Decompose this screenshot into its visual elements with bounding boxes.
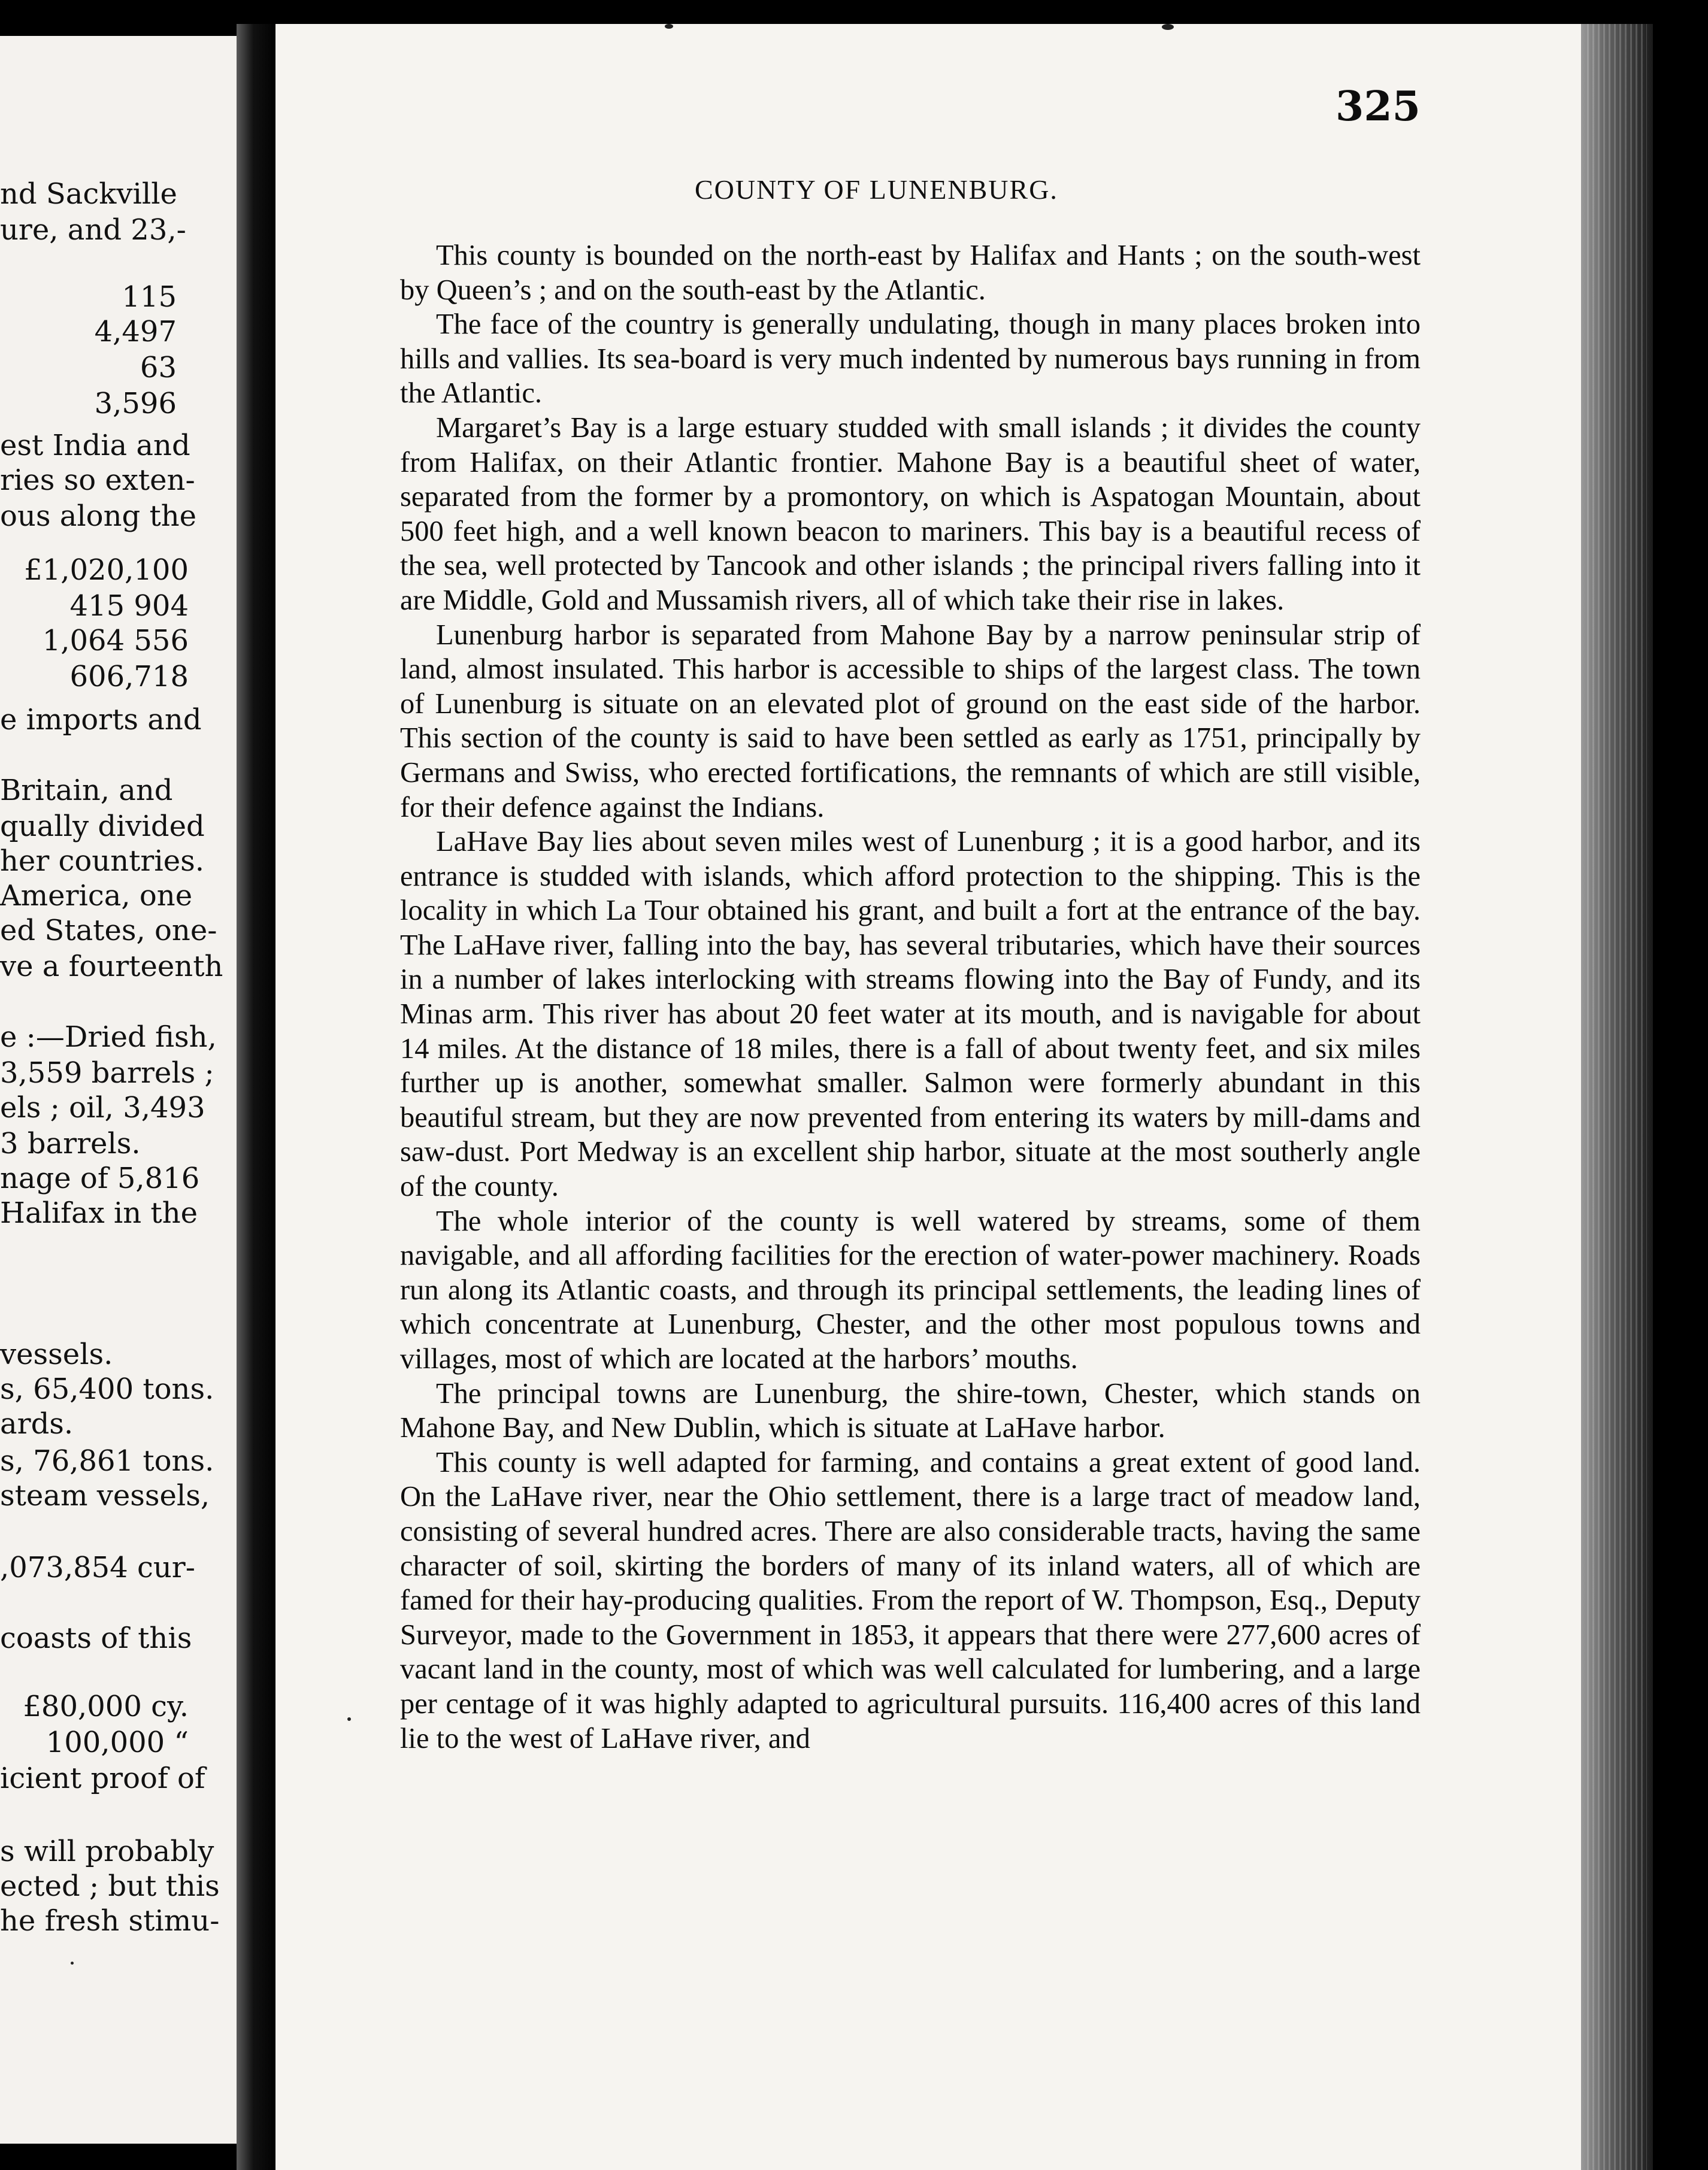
left-line: s will probably (0, 1835, 214, 1868)
left-line: ure, and 23,- (0, 213, 186, 247)
left-line: he fresh stimu- (0, 1904, 220, 1938)
page-edge-texture (1587, 24, 1647, 2170)
left-line: est India and (0, 429, 190, 462)
left-line: ve a fourteenth (0, 950, 223, 983)
left-line: vessels. (0, 1338, 113, 1371)
scan-speck (1162, 24, 1174, 30)
left-line: 115 (122, 280, 177, 314)
left-line: £80,000 cy. (23, 1690, 189, 1723)
left-line: 4,497 (94, 315, 177, 348)
left-line: qually divided (0, 810, 205, 843)
left-line: Halifax in the (0, 1196, 198, 1230)
left-line: e :—Dried fish, (0, 1020, 217, 1054)
left-line: 3,596 (94, 387, 177, 420)
left-line: 3,559 barrels ; (0, 1056, 214, 1090)
left-line: 63 (140, 351, 177, 384)
left-line: s, 76,861 tons. (0, 1444, 214, 1478)
left-line: s, 65,400 tons. (0, 1372, 214, 1406)
left-line: steam vessels, (0, 1479, 210, 1513)
paragraph: Margaret’s Bay is a large estuary studded with small islands ; it divides the county from Halifax, on their Atlantic frontier. Mahone Bay is a beautiful sheet of water, separated from the former by a promontory, on which is Aspatogan Mountain, about 500 feet high, and a well known beacon to mariners. This bay is a beautiful recess of the sea, well protected by Tancook and other islands ; the principal rivers falling into it are Middle, Gold and Mussamish rivers, all of which take their rise in lakes. (400, 411, 1421, 616)
page-number: 325 (1335, 83, 1421, 131)
left-line: nd Sackville (0, 177, 177, 211)
left-line: £1,020,100 (24, 553, 189, 587)
scan-speck (347, 1717, 351, 1721)
book-gutter (237, 24, 278, 2170)
section-heading: COUNTY OF LUNENBURG. (695, 174, 1058, 205)
paragraph: This county is bounded on the north-east by Halifax and Hants ; on the south-west by Queen’s ; and on the south-east by the Atlantic. (400, 240, 1421, 306)
left-line: ries so exten- (0, 463, 195, 497)
paragraph: The whole interior of the county is well watered by streams, some of them navigable, and all affording facilities for the erection of water-power machinery. Roads run along its Atlantic coasts, and through its principal settlements, the leading lines of which concentrate at Lunenburg, Chester, and the other most populous towns and villages, most of which are located at the harbors’ mouths. (400, 1205, 1421, 1375)
left-line: America, one (0, 879, 193, 913)
left-line: ed States, one- (0, 914, 217, 947)
left-line: icient proof of (0, 1762, 205, 1795)
body-text (400, 238, 1421, 1756)
left-line: her countries. (0, 844, 205, 878)
left-line: nage of 5,816 (0, 1162, 200, 1195)
left-line: 606,718 (69, 660, 189, 693)
left-line: 1,064 556 (42, 624, 189, 657)
previous-page-fragment (0, 36, 237, 2144)
left-line: 3 barrels. (0, 1127, 141, 1160)
scan-speck (665, 24, 673, 29)
left-line: ards. (0, 1407, 74, 1441)
left-line: Britain, and (0, 774, 173, 807)
left-line: ,073,854 cur- (0, 1551, 195, 1584)
left-line: coasts of this (0, 1622, 192, 1655)
left-line: ected ; but this (0, 1869, 220, 1903)
paragraph: The principal towns are Lunenburg, the shire-town, Chester, which stands on Mahone Bay, and New Dublin, which is situate at LaHave harbor. (400, 1377, 1421, 1444)
paragraph: Lunenburg harbor is separated from Mahone Bay by a narrow peninsular strip of land, almost insulated. This harbor is accessible to ships of the largest class. The town of Lunenburg is situate on an elevated plot of ground on the east side of the harbor. This section of the county is said to have been settled as early as 1751, principally by Germans and Swiss, who erected fortifications, the remnants of which are still visible, for their defence against the Indians. (400, 619, 1421, 823)
paragraph: The face of the country is generally undulating, though in many places broken into hills and vallies. Its sea-board is very much indented by numerous bays running in from the Atlantic. (400, 308, 1421, 410)
paragraph: This county is well adapted for farming, and contains a great extent of good land. On the LaHave river, near the Ohio settlement, there is a large tract of meadow land, consisting of several hundred acres. There are also considerable tracts, having the same character of soil, skirting the borders of many of its inland waters, all of which are famed for their hay-producing qualities. From the report of W. Thompson, Esq., Deputy Surveyor, made to the Government in 1853, it appears that there were 277,600 acres of vacant land in the county, most of which was well calculated for lumbering, and a large per centage of it was highly adapted to agricultural pursuits. 116,400 acres of this land lie to the west of LaHave river, and (400, 1446, 1421, 1754)
left-line: e imports and (0, 703, 202, 737)
left-line: els ; oil, 3,493 (0, 1091, 205, 1125)
scan-speck (71, 1962, 74, 1965)
left-line: 100,000 “ (46, 1726, 189, 1759)
left-line: 415 904 (69, 589, 189, 623)
left-line: ous along the (0, 499, 197, 533)
paragraph: LaHave Bay lies about seven miles west of Lunenburg ; it is a good harbor, and its entrance is studded with islands, which afford protection to the shipping. This is the locality in which La Tour obtained his grant, and built a fort at the entrance of the bay. The LaHave river, falling into the bay, has several tributaries, which have their sources in a number of lakes interlocking with streams flowing into the Bay of Fundy, and its Minas arm. This river has about 20 feet water at its mouth, and is navigable for about 14 miles. At the distance of 18 miles, there is a fall of about twenty feet, and six miles further up is another, somewhat smaller. Salmon were formerly abundant in this beautiful stream, but they are now prevented from entering its waters by mill-dams and saw-dust. Port Medway is an excellent ship harbor, situate at the most southerly angle of the county. (400, 826, 1421, 1203)
